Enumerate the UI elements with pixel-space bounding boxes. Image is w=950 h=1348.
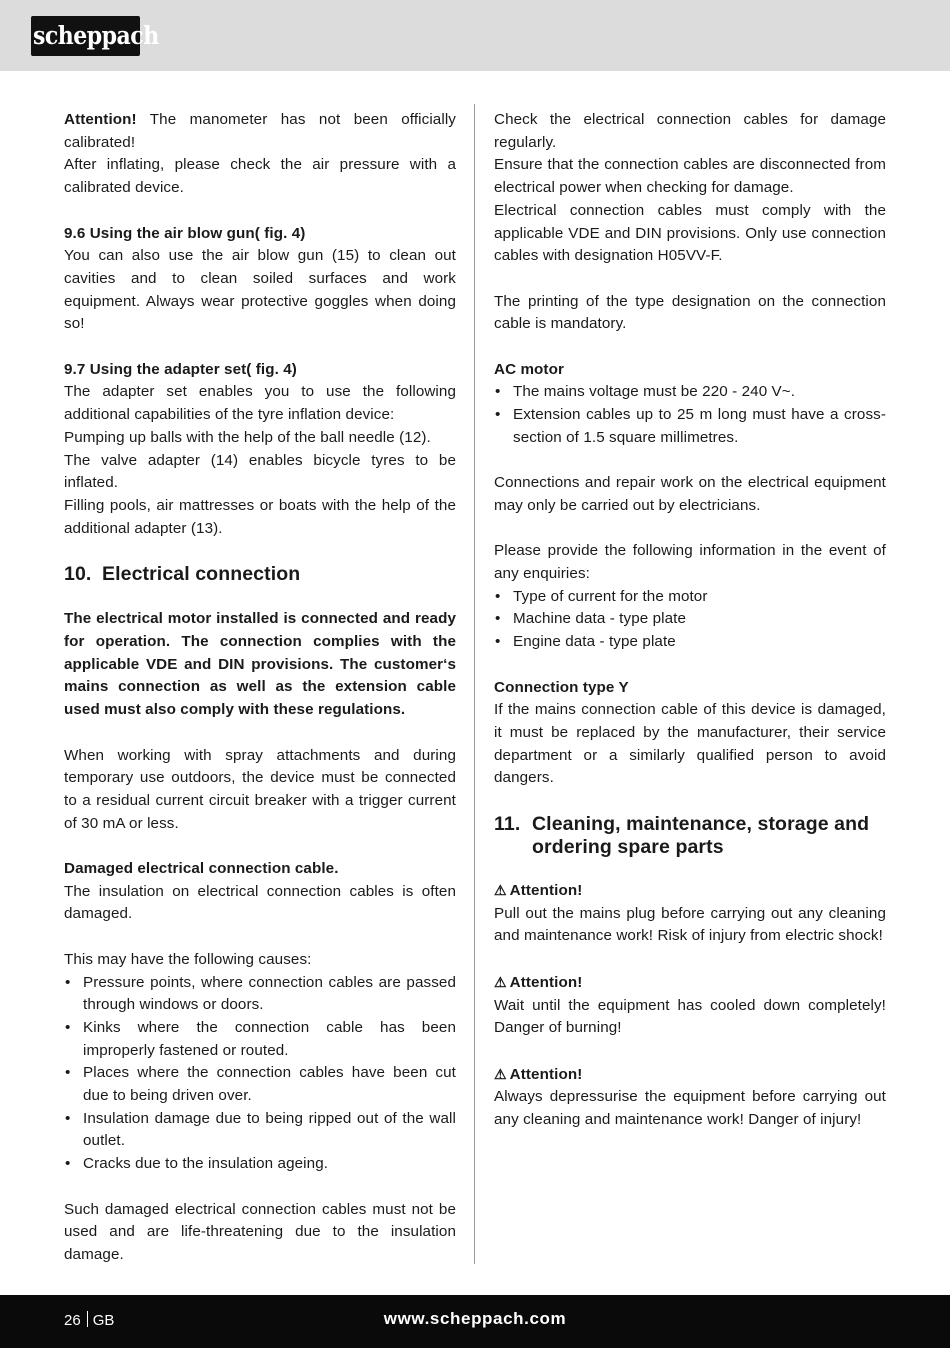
attention-label-3: ⚠ Attention!	[494, 1065, 583, 1083]
causes-intro: This may have the following causes:	[64, 950, 312, 968]
page-footer	[0, 1295, 950, 1348]
connection-type-y-text: If the mains connection cable of this device is damaged, it must be replaced by the manufacturer, their service department or a similarly qualified person to avoid dangers.	[494, 701, 886, 787]
attention-text-3: Always depressurise the equipment before carrying out any cleaning and maintenance work! Danger of injury!	[494, 1088, 886, 1129]
inflating-note: After inflating, please check the air pressure with a calibrated device.	[64, 156, 456, 197]
type-designation-para: The printing of the type designation on the connection cable is mandatory.	[494, 292, 886, 333]
page-header	[0, 0, 950, 71]
list-item: • Machine data - type plate	[494, 608, 886, 631]
list-item: • Type of current for the motor	[494, 586, 886, 609]
attention-calibration: Attention! The manometer has not been officially calibrated!	[64, 111, 456, 151]
attention-label-1: ⚠ Attention!	[494, 882, 583, 900]
warning-icon: ⚠	[494, 882, 507, 899]
warning-icon: ⚠	[494, 973, 507, 990]
connection-type-y-title: Connection type Y	[494, 678, 629, 696]
section-9-7-intro: The adapter set enables you to use the following additional capabilities of the tyre inflation device:	[64, 383, 456, 424]
list-item: • The mains voltage must be 220 - 240 V~.	[494, 381, 886, 404]
disconnect-para: Ensure that the connection cables are disconnected from electrical power when checking for damage.	[494, 156, 886, 197]
right-column	[494, 109, 886, 1132]
section-9-6-text: You can also use the air blow gun (15) to clean out cavities and to clean soiled surfaces and work equipment. Always wear protective goggles when doing so!	[64, 247, 456, 333]
spray-attachments-para: When working with spray attachments and during temporary use outdoors, the device must be connected to a residual current circuit breaker with a trigger current of 30 mA or less.	[64, 746, 456, 832]
attention-text-1: Pull out the mains plug before carrying out any cleaning and maintenance work! Risk of injury from electric shock!	[494, 904, 886, 945]
enquiries-intro: Please provide the following information in the event of any enquiries:	[494, 542, 886, 582]
list-item: • Engine data - type plate	[494, 631, 886, 654]
damaged-cable-title: Damaged electrical connection cable.	[64, 860, 339, 878]
column-divider	[474, 104, 475, 1264]
warning-icon: ⚠	[494, 1065, 507, 1082]
electricians-para: Connections and repair work on the electrical equipment may only be carried out by electricians.	[494, 474, 886, 514]
section-10-heading: 10. Electrical connection	[64, 563, 301, 586]
section-11-heading: 11. Cleaning, maintenance, storage and ordering spare parts	[494, 813, 870, 859]
list-item: • Extension cables up to 25 m long must have a cross-section of 1.5 square millimetres.	[494, 404, 886, 449]
section-9-7-title: 9.7 Using the adapter set( fig. 4)	[64, 360, 297, 378]
attention-text-2: Wait until the equipment has cooled down completely! Danger of burning!	[494, 996, 886, 1037]
list-item: • Pressure points, where connection cables are passed through windows or doors.	[64, 972, 456, 1017]
list-item: • Places where the connection cables have been cut due to being driven over.	[64, 1062, 456, 1107]
causes-list	[64, 972, 456, 1176]
damaged-cable-text: The insulation on electrical connection cables is often damaged.	[64, 882, 456, 923]
section-9-7-balls: Pumping up balls with the help of the ball needle (12).	[64, 428, 431, 446]
list-item: • Insulation damage due to being ripped out of the wall outlet.	[64, 1108, 456, 1153]
damaged-cables-warning: Such damaged electrical connection cables must not be used and are life-threatening due to the insulation damage.	[64, 1200, 456, 1263]
section-9-6-title: 9.6 Using the air blow gun( fig. 4)	[64, 224, 306, 242]
website-url: www.scheppach.com	[383, 1309, 567, 1328]
scheppach-logo: scheppach	[31, 16, 140, 56]
ac-motor-list	[494, 381, 886, 449]
cable-provisions-para: Electrical connection cables must comply with the applicable VDE and DIN provisions. Only use connection cables with designation H05VV-F.	[494, 201, 886, 265]
enquiries-list	[494, 586, 886, 654]
left-column	[64, 109, 456, 1267]
page-number: 26 GB	[64, 1312, 115, 1329]
motor-connected-bold: The electrical motor installed is connected and ready for operation. The connection complies with the applicable VDE and DIN provisions. The customer‘s mains connection as well as the extension cable used must also comply with these regulations.	[64, 610, 456, 719]
list-item: • Kinks where the connection cable has been improperly fastened or routed.	[64, 1017, 456, 1062]
attention-label-2: ⚠ Attention!	[494, 973, 583, 991]
list-item: • Cracks due to the insulation ageing.	[64, 1153, 456, 1176]
section-9-7-valve: The valve adapter (14) enables bicycle tyres to be inflated.	[64, 451, 456, 492]
ac-motor-title: AC motor	[494, 360, 564, 378]
section-9-7-pools: Filling pools, air mattresses or boats with the help of the additional adapter (13).	[64, 496, 456, 537]
check-cables-para: Check the electrical connection cables for damage regularly.	[494, 111, 886, 151]
